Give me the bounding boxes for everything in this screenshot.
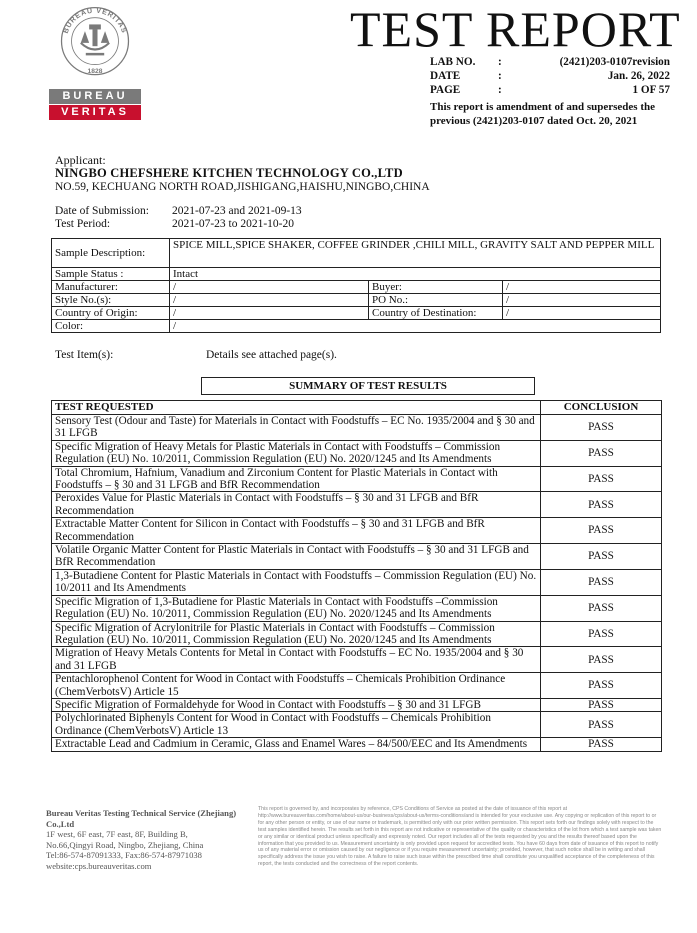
test-requested-cell: Specific Migration of Acrylonitrile for Plastic Materials in Contact with Foodstuffs – Commission Regulation (EU) No. 10/2011, Commission Regulation (EU) No. 2020/1245 and Its Amendments (52, 621, 541, 647)
logo-bar-veritas: VERITAS (49, 105, 141, 120)
lab-no-label: LAB NO. (430, 56, 476, 68)
period-value: 2021-07-23 to 2021-10-20 (172, 218, 295, 230)
test-requested-cell: Extractable Lead and Cadmium in Ceramic, Glass and Enamel Wares – 84/500/EEC and Its Amendments (52, 738, 541, 751)
conclusion-cell: PASS (541, 698, 662, 711)
conclusion-cell: PASS (541, 738, 662, 751)
sample-status-row (52, 268, 661, 281)
test-requested-cell: Total Chromium, Hafnium, Vanadium and Zirconium Content for Plastic Materials in Contact with Foodstuffs – § 30 and 31 LFGB and BfR Recommendation (52, 466, 541, 492)
manufacturer-label: Manufacturer: (52, 281, 170, 294)
color-value: / (170, 320, 661, 333)
destination-label: Country of Destination: (369, 307, 503, 320)
conclusion-cell: PASS (541, 415, 662, 441)
test-requested-cell: Specific Migration of Formaldehyde for Wood in Contact with Foodstuffs – § 30 and 31 LFGB (52, 698, 541, 711)
sample-status-value: Intact (170, 268, 661, 281)
report-title: TEST REPORT (350, 1, 681, 57)
date-label: DATE (430, 70, 461, 82)
sample-description-label: Sample Description: (52, 239, 170, 268)
col-test-requested: TEST REQUESTED (52, 401, 541, 415)
results-row (52, 621, 662, 647)
test-requested-cell: Specific Migration of Heavy Metals for Plastic Materials in Contact with Foodstuffs – Commission Regulation (EU) No. 10/2011, Commission Regulation (EU) No. 2020/1245 and Its Amendments (52, 440, 541, 466)
applicant-label: Applicant: (55, 153, 106, 167)
report-meta (430, 55, 670, 97)
footer-address-2: No.66,Qingyi Road, Ningbo, Zhejiang, China (46, 839, 204, 850)
applicant-address: NO.59, KECHUANG NORTH ROAD,JISHIGANG,HAISHU,NINGBO,CHINA (55, 181, 430, 193)
conclusion-cell: PASS (541, 518, 662, 544)
footer-company: Bureau Veritas Testing Technical Service (Zhejiang) Co.,Ltd (46, 808, 237, 829)
results-row (52, 673, 662, 699)
applicant-name: NINGBO CHEFSHERE KITCHEN TECHNOLOGY CO.,LTD (55, 166, 403, 180)
results-table (51, 400, 662, 752)
seal-ring-text: BUREAU VERITAS (61, 6, 129, 35)
buyer-label: Buyer: (369, 281, 503, 294)
manufacturer-row (52, 281, 661, 294)
color-label: Color: (52, 320, 170, 333)
summary-title: SUMMARY OF TEST RESULTS (201, 377, 535, 395)
page-row (430, 83, 670, 97)
test-requested-cell: Specific Migration of 1,3-Butadiene for Plastic Materials in Contact with Foodstuffs –Commission Regulation (EU) No. 10/2011, Commission Regulation (EU) No. 2020/1245 and Its Amendments (52, 595, 541, 621)
colon: : (498, 56, 502, 68)
footer-tel: Tel:86-574-87091333, Fax:86-574-87971038 (46, 850, 202, 861)
bureau-veritas-logo (48, 6, 142, 83)
test-requested-cell: Polychlorinated Biphenyls Content for Wood in Contact with Foodstuffs – Chemicals Prohibition Ordinance (ChemVerbotsV) Article 13 (52, 712, 541, 738)
conclusion-cell: PASS (541, 595, 662, 621)
logo-bar-bureau: BUREAU (49, 89, 141, 104)
sample-status-label: Sample Status : (52, 268, 170, 281)
buyer-value: / (503, 281, 661, 294)
po-value: / (503, 294, 661, 307)
colon: : (498, 84, 502, 96)
page-value: 1 OF 57 (632, 84, 670, 96)
results-row (52, 698, 662, 711)
test-requested-cell: Volatile Organic Matter Content for Plastic Materials in Contact with Foodstuffs – § 30 and 31 LFGB and BfR Recommendation (52, 544, 541, 570)
submission-value: 2021-07-23 and 2021-09-13 (172, 205, 302, 217)
conclusion-cell: PASS (541, 647, 662, 673)
origin-label: Country of Origin: (52, 307, 170, 320)
origin-row (52, 307, 661, 320)
conclusion-cell: PASS (541, 712, 662, 738)
test-requested-cell: Extractable Matter Content for Silicon in Contact with Foodstuffs – § 30 and 31 LFGB and BfR Recommendation (52, 518, 541, 544)
style-row (52, 294, 661, 307)
date-row (430, 69, 670, 83)
submission-label: Date of Submission: (55, 205, 149, 217)
color-row (52, 320, 661, 333)
test-item-label: Test Item(s): (55, 349, 114, 361)
lab-no-row (430, 55, 670, 69)
footer-disclaimer: This report is governed by, and incorporates by reference, CPS Conditions of Service as posted at the date of issuance of this report at http://www.bureauveritas.com/home/about-us/our-business/cps/about-us/terms-conditions/and is intended for your exclusive use. Any copying or replication of this report to or for any other person or entity, or use of our name or trademark, is permitted only with our prior written permission. This report sets forth our findings solely with respect to the test samples identified herein. The results set forth in this report are not indicative or representative of the quality or characteristics of the lot from which a test sample was taken or any similar or identical product unless specifically and expressly noted. Our report includes all of the tests requested by you and the results thereof based upon the information that you provided to us. Measurement uncertainty is only provided upon request for accredited tests. You have 60 days from date of issuance of this report to notify us of any material error or omission caused by our negligence or if you require measurement uncertainty; provided, however, that such notice shall be in writing and shall specifically address the issue you wish to raise. A failure to raise such issue within the prescribed time shall constitute you unqualified acceptance of the completeness of this report, the tests conducted and the correctness of the report contents. (258, 806, 662, 868)
results-row (52, 647, 662, 673)
results-row (52, 738, 662, 751)
seal-year: 1828 (87, 67, 103, 75)
sample-description-value: SPICE MILL,SPICE SHAKER, COFFEE GRINDER ,CHILI MILL, GRAVITY SALT AND PEPPER MILL (170, 239, 661, 268)
po-label: PO No.: (369, 294, 503, 307)
test-requested-cell: Sensory Test (Odour and Taste) for Materials in Contact with Foodstuffs – EC No. 1935/2004 and § 30 and 31 LFGB (52, 415, 541, 441)
results-row (52, 415, 662, 441)
results-row (52, 492, 662, 518)
date-value: Jan. 26, 2022 (607, 70, 670, 82)
conclusion-cell: PASS (541, 440, 662, 466)
conclusion-cell: PASS (541, 492, 662, 518)
destination-value: / (503, 307, 661, 320)
sample-table (51, 238, 661, 333)
results-row (52, 569, 662, 595)
footer-company-info (46, 808, 256, 872)
footer-website: website:cps.bureauveritas.com (46, 860, 152, 871)
results-row (52, 544, 662, 570)
seal-icon (48, 6, 142, 78)
test-requested-cell: Pentachlorophenol Content for Wood in Contact with Foodstuffs – Chemicals Prohibition Ordinance (ChemVerbotsV) Article 15 (52, 673, 541, 699)
conclusion-cell: PASS (541, 621, 662, 647)
results-header-row (52, 401, 662, 415)
colon: : (498, 70, 502, 82)
results-row (52, 466, 662, 492)
manufacturer-value: / (170, 281, 369, 294)
conclusion-cell: PASS (541, 544, 662, 570)
footer-address-1: 1F west, 6F east, 7F east, 8F, Building B, (46, 829, 188, 840)
style-label: Style No.(s): (52, 294, 170, 307)
style-value: / (170, 294, 369, 307)
conclusion-cell: PASS (541, 569, 662, 595)
origin-value: / (170, 307, 369, 320)
period-label: Test Period: (55, 218, 111, 230)
test-requested-cell: Migration of Heavy Metals Contents for Metal in Contact with Foodstuffs – EC No. 1935/2004 and § 30 and 31 LFGB (52, 647, 541, 673)
results-row (52, 440, 662, 466)
conclusion-cell: PASS (541, 673, 662, 699)
col-conclusion: CONCLUSION (541, 401, 662, 415)
sample-description-row (52, 239, 661, 268)
test-item-value: Details see attached page(s). (206, 349, 337, 361)
results-row (52, 712, 662, 738)
page-label: PAGE (430, 84, 461, 96)
conclusion-cell: PASS (541, 466, 662, 492)
test-requested-cell: 1,3-Butadiene Content for Plastic Materials in Contact with Foodstuffs – Commission Regulation (EU) No. 10/2011 and Its Amendments (52, 569, 541, 595)
results-row (52, 595, 662, 621)
test-requested-cell: Peroxides Value for Plastic Materials in Contact with Foodstuffs – § 30 and 31 LFGB and BfR Recommendation (52, 492, 541, 518)
amendment-note: This report is amendment of and supersedes the previous (2421)203-0107 dated Oct. 20, 2021 (430, 101, 656, 127)
results-row (52, 518, 662, 544)
lab-no-value: (2421)203-0107revision (559, 56, 670, 68)
